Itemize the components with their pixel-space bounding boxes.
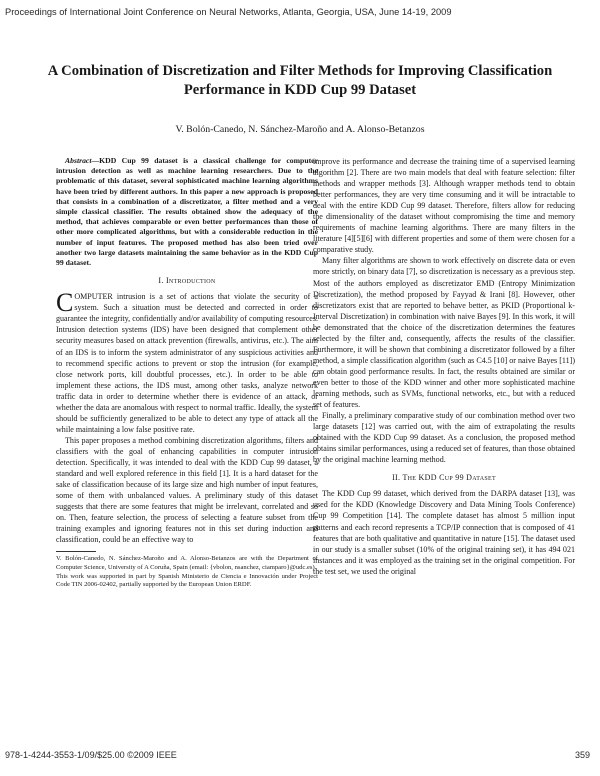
- right-paragraph-3: Finally, a preliminary comparative study of our combination method over two large datasets [12] was carried out, with the aim of extrapolating the results obtained with the KDD Cup 99 dataset. As a conclusion, the proposed method obtains similar performances, using a reduced set of features, than those obtained by the original machine learning method.: [313, 411, 575, 465]
- right-column: [313, 156, 575, 714]
- abstract: [56, 156, 318, 268]
- section-heading-introduction: I. Introduction: [158, 276, 216, 286]
- drop-cap: C: [56, 288, 74, 318]
- left-column: [56, 156, 318, 714]
- footnote-affiliation: V. Bolón-Canedo, N. Sánchez-Maroño and A. Alonso-Betanzos are with the Department of Computer Science, University of A Coruña, Spain (email: {vbolon, nsanchez, ciamparo}@udc.es).: [56, 555, 318, 571]
- right-paragraph-1: improve its performance and decrease the training time of a supervised learning algorithm [2]. There are two main models that deal with feature selection: filter methods and wrapper methods [3]. Although wrapper methods tend to obtain better performances, they are very time consuming and it will be intractable to deal with the entire KDD Cup 99 dataset. Therefore, filters allow for reducing the dimensionality of the dataset without compromising the time and memory requirements of machine learning algorithms. There are many filters in the literature [4][5][6] with different properties and some of them were chosen for a comparative study.: [313, 157, 575, 255]
- paper-title: A Combination of Discretization and Filter Methods for Improving Classification Performance in KDD Cup 99 Dataset: [47, 63, 553, 98]
- abstract-text: —KDD Cup 99 dataset is a classical challenge for computer intrusion detection as well as machine learning researchers. Due to the problematic of this dataset, several sophisticated machine learning algorithms have been tried by different authors. In this paper a new approach is proposed that consists in a combination of a discretizator, a filter method and a very simple classical classifier. The results obtained show the adequacy of the method, that achieves comparable or even better performances than those of other more complicated algorithms, but with a considerable reduction in the number of input features. The proposed method has also been tried over another two large datasets maintaining the same behavior as in the KDD Cup 99 dataset.: [56, 156, 318, 268]
- section-heading-kdd-dataset: II. The KDD Cup 99 Dataset: [392, 473, 496, 483]
- isbn-footer: 978-1-4244-3553-1/09/$25.00 ©2009 IEEE: [5, 750, 177, 760]
- intro-first-paragraph: [56, 288, 318, 435]
- page-number: 359: [574, 750, 590, 760]
- right-paragraph-4: The KDD Cup 99 dataset, which derived from the DARPA dataset [13], was used for the KDD (Knowledge Discovery and Data Mining Tools Conference) Cup 99 Competition [14]. The complete dataset has almost 5 million input patterns and each record represents a TCP/IP connection that is composed of 41 features that are both qualitative and quantitative in nature [15]. The dataset used in our study is a smaller subset (10% of the original training set), it has 494 021 instances and it was employed as the training set in the original competition. For the test set, we used the original: [313, 489, 575, 576]
- abstract-lead: Abstract: [65, 156, 92, 165]
- intro-paragraph-2: This paper proposes a method combining discretization algorithms, filters and classifiers with the goal of enhancing capabilities in computer intrusion detection. Specifically, it was intended to deal with the KDD Cup 99 dataset, a standard and well explored reference in this field [1]. It is a hard dataset for the sake of classification because of its large size and high number of input features, some of them with unbalanced values. A preliminary study of this dataset suggests that there are some features that might be irrelevant, correlated and so on. Then, feature selection, the process of selecting a feature subset from the training examples and ignoring features not in this set during induction and classification, could be an effective way to: [56, 435, 318, 545]
- proceedings-header: Proceedings of International Joint Conference on Neural Networks, Atlanta, Georgia, USA, June 14-19, 2009: [5, 7, 452, 17]
- intro-paragraph-1: OMPUTER intrusion is a set of actions that violate the security of a system. Such a situation must be detected and corrected in order to guarantee the integrity, confidentially and/or availability of computing resources. Intrusion detection systems (IDS) have been designed that complement other security measures based on attack prevention (firewalls, antivirus, etc.). The aim of an IDS is to inform the system administrator of any suspicious activities and to recommend specific actions to prevent or stop the intrusion (for example, close network ports, kill doubtful processes, etc.). In order to be able to implement these actions, the IDS must, among other tasks, analyze network traffic data in order to determine whether there is evidence of an attack, or whether the data are anomalous with respect to normal traffic. Ideally, the system should be sufficiently generalized to be able to detect any type of attack all the while maintaining a low false positive rate.: [56, 292, 318, 434]
- footnote-divider: [56, 551, 96, 552]
- right-paragraph-2: Many filter algorithms are shown to work effectively on discrete data or even more strictly, on binary data [7], so discretization is necessary as a previous step. Most of the authors employed as discretizator EMD (Entropy Minimization Discretization), the method proposed by Fayyad & Irani [8]. However, other discretizators exist that are reported to behave better, as PKID (Proportional k-Interval Discretization) in combination with naive Bayes [9]. In this work, it will be demonstrated that the choice of the discretization determines the features selected by the filter and, consequently, affects the results of the classifier. Furthermore, it will be shown that combining a discretizator followed by a filter method, a simple classification algorithm (such as C4.5 [10] or naive Bayes [11]) can obtain good performance results. In fact, the results obtained are similar or even better to those of the KDD winner and other more sophisticated machine learning methods, such as SVMs, functional networks, etc., but with a reduced set of features.: [313, 256, 575, 410]
- footnote-funding: This work was supported in part by Spanish Ministerio de Ciencia e Innovación under Project Code TIN 2006-02402, partially supported by the European Union ERDF.: [56, 572, 318, 588]
- paper-authors: V. Bolón-Canedo, N. Sánchez-Maroño and A. Alonso-Betanzos: [175, 124, 425, 135]
